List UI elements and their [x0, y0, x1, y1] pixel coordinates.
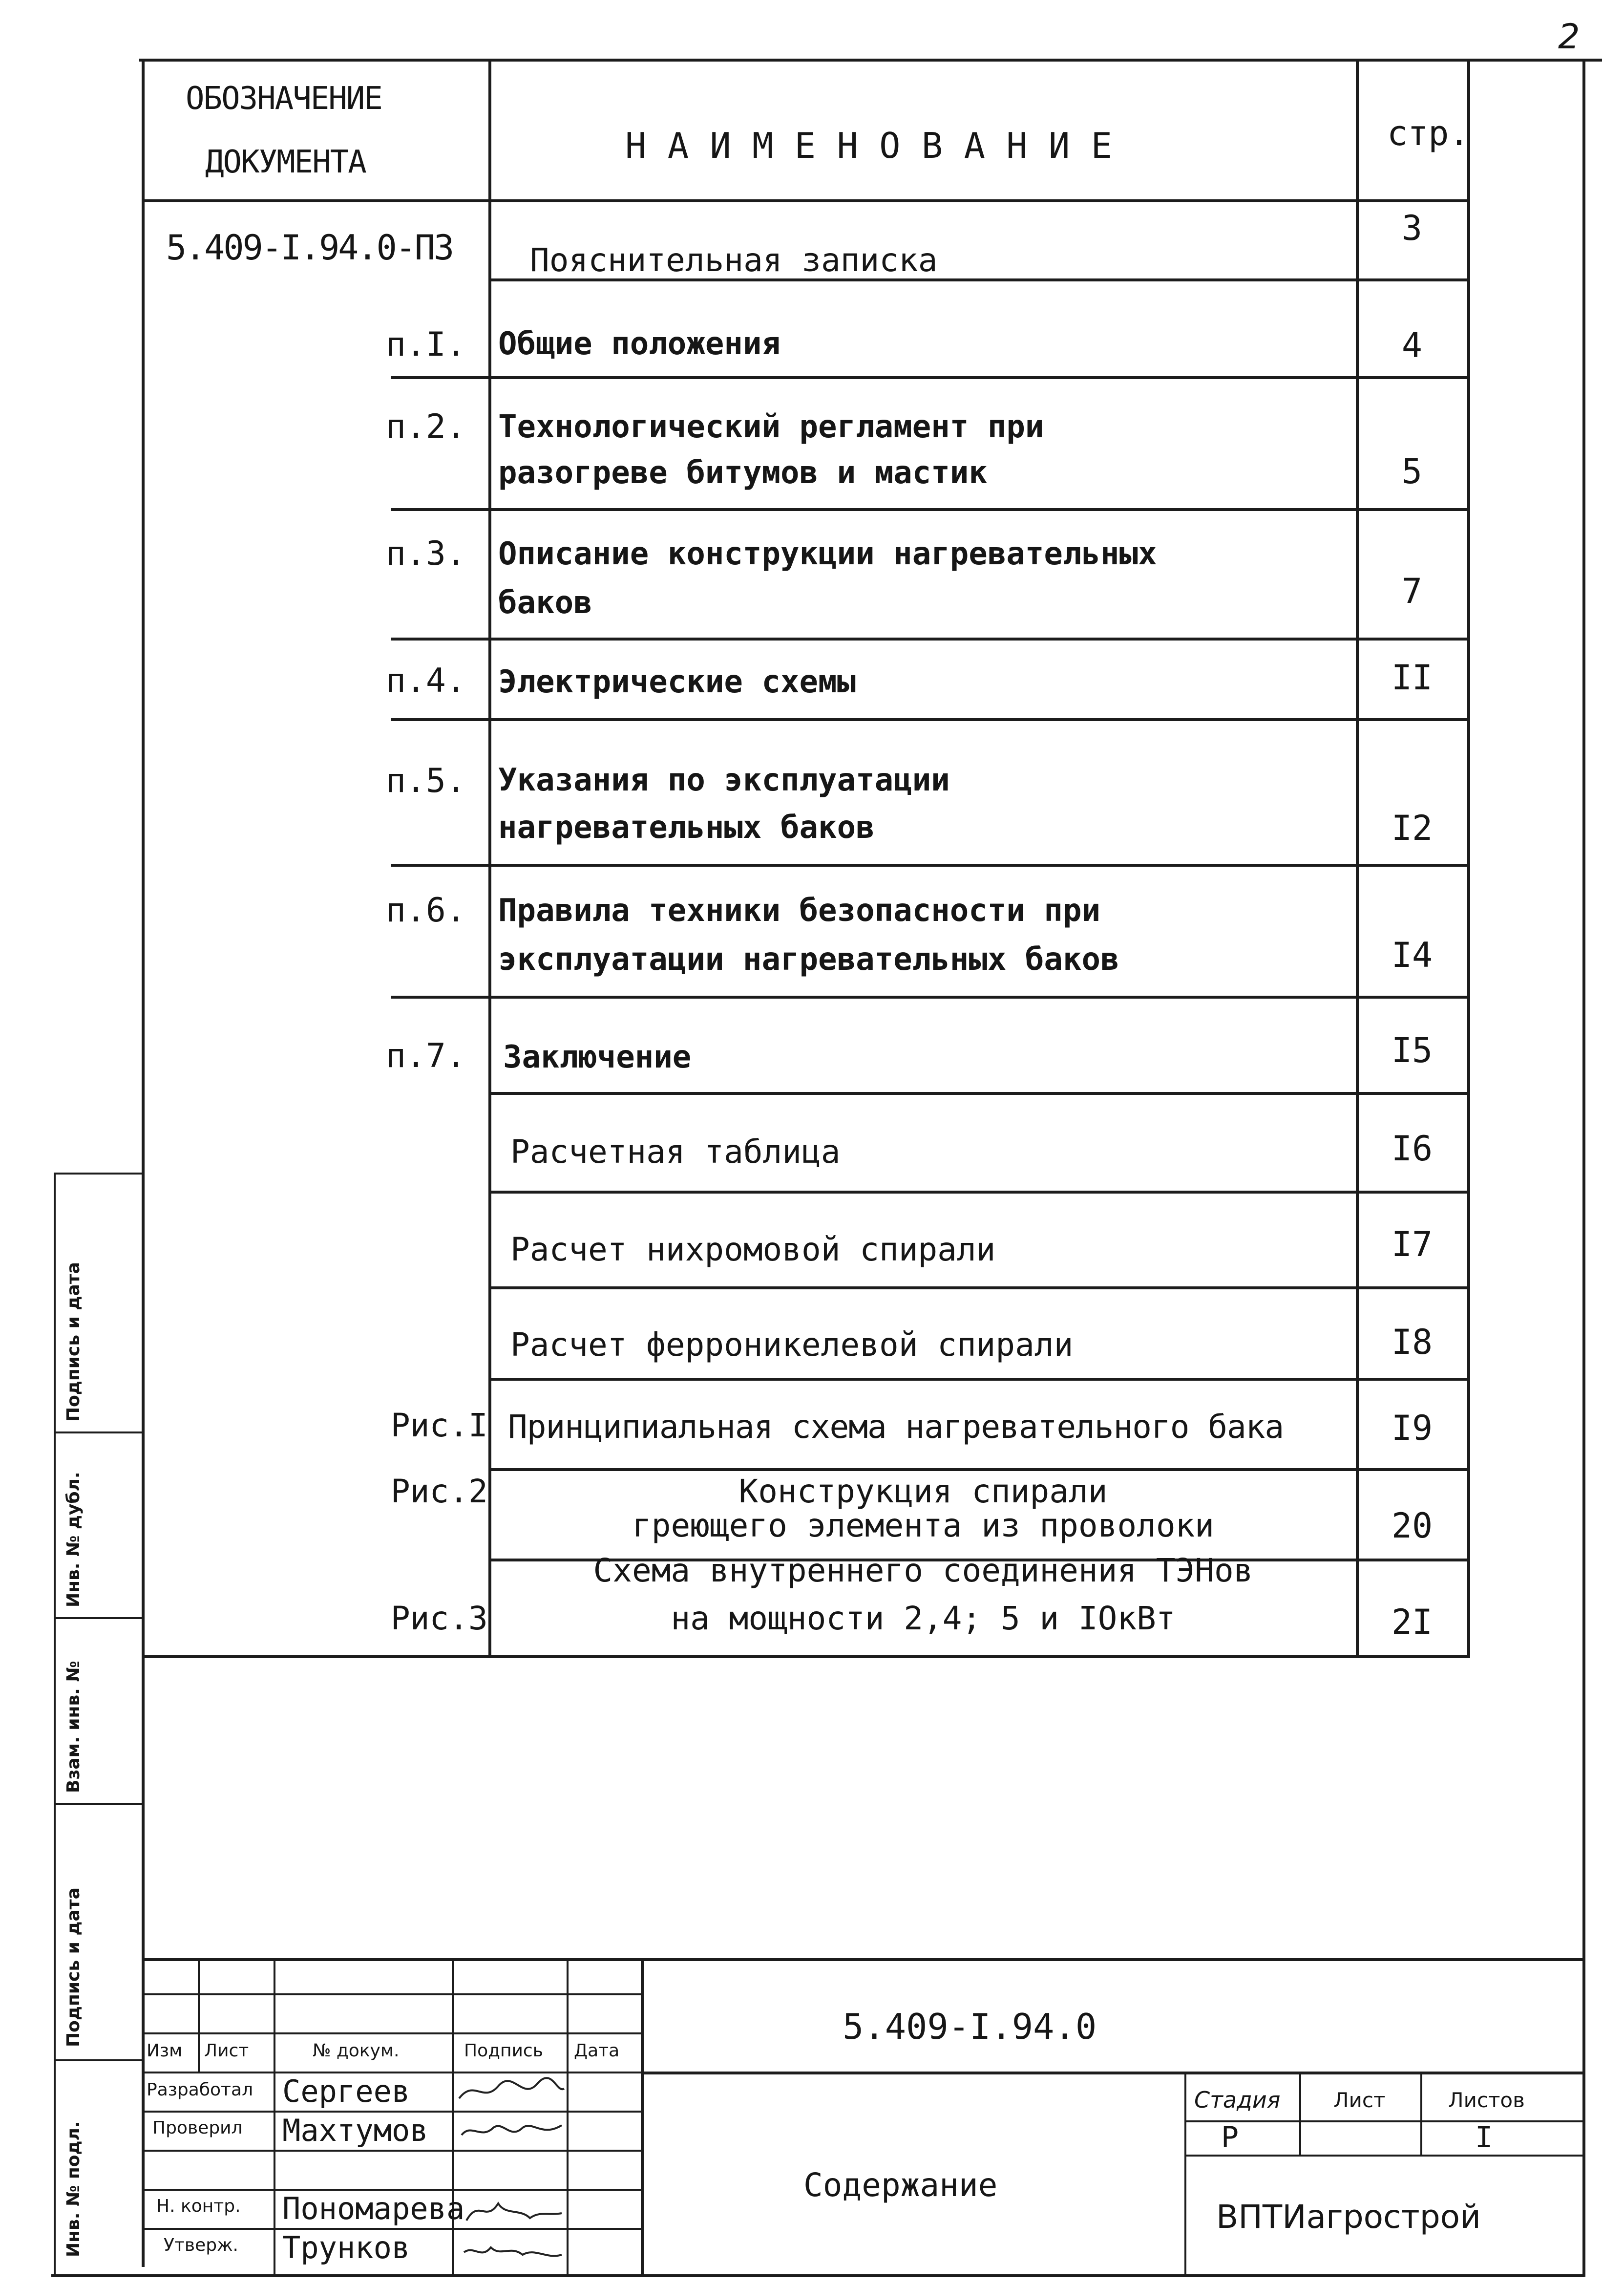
header-name: Н А И М Е Н О В А Н И Е — [625, 125, 1112, 166]
title-block-col-header: № докум. — [313, 2041, 400, 2061]
toc-row-rule — [488, 1092, 1470, 1095]
toc-row-title: греющего элемента из проволоки — [632, 1507, 1215, 1544]
side-stamp-rule — [54, 1617, 143, 1619]
frame-top-line — [139, 59, 1602, 62]
toc-row-page: II — [1391, 658, 1433, 698]
side-stamp-rule — [54, 1431, 143, 1433]
title-block-col-rule — [198, 1958, 200, 2072]
toc-row-title: баков — [498, 585, 592, 621]
toc-row-ref: п.I. — [386, 325, 466, 364]
person-role: Разработал — [147, 2080, 253, 2100]
toc-row-ref: п.5. — [386, 762, 466, 800]
toc-row-rule — [391, 376, 1470, 379]
toc-row-ref: п.6. — [386, 891, 466, 930]
sheets-label: Листов — [1448, 2088, 1525, 2112]
toc-row-page: I9 — [1391, 1408, 1433, 1448]
title-block-title: Содержание — [803, 2166, 998, 2204]
stage-value: Р — [1221, 2120, 1239, 2155]
toc-row-page: 5 — [1401, 451, 1423, 491]
toc-row-ref: Рис.2 — [391, 1473, 488, 1510]
header-designation-line2: ДОКУМЕНТА — [205, 144, 366, 180]
side-stamp-label: Подпись и дата — [63, 1887, 84, 2047]
toc-row-title: Конструкция спирали — [738, 1473, 1108, 1510]
person-name: Махтумов — [282, 2113, 428, 2148]
signature-icon — [454, 2074, 567, 2108]
title-block-rule — [641, 2072, 1583, 2074]
side-stamp-rule — [54, 1173, 143, 1175]
title-block-col-header: Дата — [574, 2041, 620, 2061]
signature-icon — [457, 2233, 567, 2267]
side-stamp-outer-line — [54, 1173, 56, 2276]
person-role: Утверж. — [164, 2235, 238, 2255]
person-role: Н. контр. — [156, 2196, 241, 2216]
title-block-col-header: Подпись — [464, 2041, 543, 2061]
toc-row-rule — [391, 718, 1470, 721]
title-block-col-header: Изм — [147, 2041, 183, 2061]
person-name: Трунков — [282, 2230, 410, 2265]
frame-left-line — [142, 59, 145, 2267]
toc-col-divider-designation — [488, 59, 491, 1656]
toc-row-title: Схема внутреннего соединения ТЭНов — [593, 1552, 1253, 1589]
frame-bottom-line — [51, 2274, 1584, 2277]
toc-row-title: Расчетная таблица — [510, 1133, 841, 1171]
stage-block-rule — [1184, 2155, 1582, 2157]
person-role: Проверил — [152, 2118, 243, 2138]
title-block-divider — [641, 1958, 644, 2276]
toc-row-page: I5 — [1391, 1030, 1433, 1070]
stage-block-col-rule — [1299, 2072, 1301, 2155]
toc-bottom-border — [142, 1655, 1470, 1658]
toc-row-page: I2 — [1391, 808, 1433, 848]
header-designation-line1: ОБОЗНАЧЕНИЕ — [186, 81, 382, 117]
organization: ВПТИагрострой — [1216, 2198, 1481, 2236]
title-block-code: 5.409-I.94.0 — [843, 2006, 1097, 2047]
stage-block-divider — [1184, 2072, 1186, 2276]
frame-right-line — [1582, 59, 1585, 2277]
toc-row-title: нагревательных баков — [498, 810, 875, 846]
toc-row-ref: п.7. — [386, 1037, 466, 1075]
toc-row-title: Указания по эксплуатации — [498, 762, 950, 798]
signature-icon — [457, 2113, 567, 2147]
header-page: стр. — [1387, 113, 1470, 153]
toc-row-ref: Рис.I — [391, 1407, 488, 1444]
toc-row-page: 20 — [1391, 1506, 1433, 1546]
sheet-number: 2 — [1558, 17, 1580, 57]
title-block-rule — [142, 1993, 641, 1995]
toc-row-ref: п.2. — [386, 407, 466, 446]
toc-row-title: разогреве битумов и мастик — [498, 455, 988, 491]
side-stamp-rule — [54, 2059, 143, 2061]
toc-row-page: I7 — [1391, 1224, 1433, 1264]
side-stamp-label: Взам. инв. № — [63, 1661, 84, 1793]
toc-row-title: Пояснительная записка — [530, 241, 938, 279]
toc-row-rule — [391, 864, 1470, 867]
toc-row-title: Общие положения — [498, 326, 780, 362]
toc-row-rule — [488, 1468, 1470, 1471]
sheets-value: I — [1475, 2120, 1493, 2155]
stage-label: Стадия — [1194, 2087, 1281, 2113]
toc-header-rule — [142, 199, 1470, 202]
side-stamp-label: Инв. № подл. — [63, 2121, 84, 2257]
toc-row-title: Технологический регламент при — [498, 409, 1044, 445]
side-stamp-rule — [54, 1803, 143, 1805]
toc-row-title: эксплуатации нагревательных баков — [498, 941, 1119, 978]
person-name: Пономарева — [282, 2191, 465, 2226]
toc-row-rule — [391, 996, 1470, 999]
signature-icon — [457, 2194, 567, 2228]
toc-row-page: I4 — [1391, 935, 1433, 975]
title-block-top-rule — [142, 1958, 1584, 1961]
toc-row-title: Электрические схемы — [498, 664, 856, 700]
toc-row-page: I6 — [1391, 1129, 1433, 1169]
toc-row-page: 3 — [1401, 208, 1423, 248]
toc-row-ref: п.4. — [386, 662, 466, 700]
toc-row-title: Заключение — [503, 1039, 692, 1075]
toc-row-title: Расчет нихромовой спирали — [510, 1231, 996, 1268]
title-block-rule — [142, 2150, 641, 2152]
toc-row-ref: п.3. — [386, 534, 466, 573]
toc-row-title: на мощности 2,4; 5 и IОкВт — [671, 1600, 1176, 1637]
sheet-label: Лист — [1333, 2088, 1386, 2112]
toc-row-page: 7 — [1401, 571, 1423, 611]
toc-row-rule — [488, 1286, 1470, 1289]
person-name: Сергеев — [282, 2073, 410, 2109]
title-block-rule — [142, 2032, 641, 2034]
toc-row-rule — [391, 638, 1470, 641]
document-code: 5.409-I.94.0-ПЗ — [166, 228, 453, 268]
toc-row-ref: Рис.3 — [391, 1600, 488, 1637]
toc-row-title: Расчет ферроникелевой спирали — [510, 1326, 1074, 1364]
title-block-col-header: Лист — [204, 2041, 249, 2061]
title-block-col-rule — [452, 1958, 454, 2276]
toc-row-title: Описание конструкции нагревательных — [498, 536, 1157, 572]
toc-row-title: Принципиальная схема нагревательного бака — [508, 1408, 1284, 1446]
title-block-col-rule — [567, 1958, 569, 2276]
stage-block-col-rule — [1420, 2072, 1422, 2155]
side-stamp-label: Инв. № дубл. — [63, 1472, 84, 1607]
side-stamp-label: Подпись и дата — [63, 1262, 84, 1422]
toc-row-rule — [488, 1191, 1470, 1194]
toc-row-title: Правила техники безопасности при — [498, 893, 1100, 929]
toc-row-rule — [391, 508, 1470, 511]
stage-block-rule — [1184, 2120, 1582, 2122]
toc-row-page: 4 — [1401, 325, 1423, 365]
toc-row-page: I8 — [1391, 1322, 1433, 1362]
toc-row-page: 2I — [1391, 1602, 1433, 1642]
toc-row-rule — [488, 1378, 1470, 1381]
title-block-col-rule — [274, 1958, 275, 2276]
